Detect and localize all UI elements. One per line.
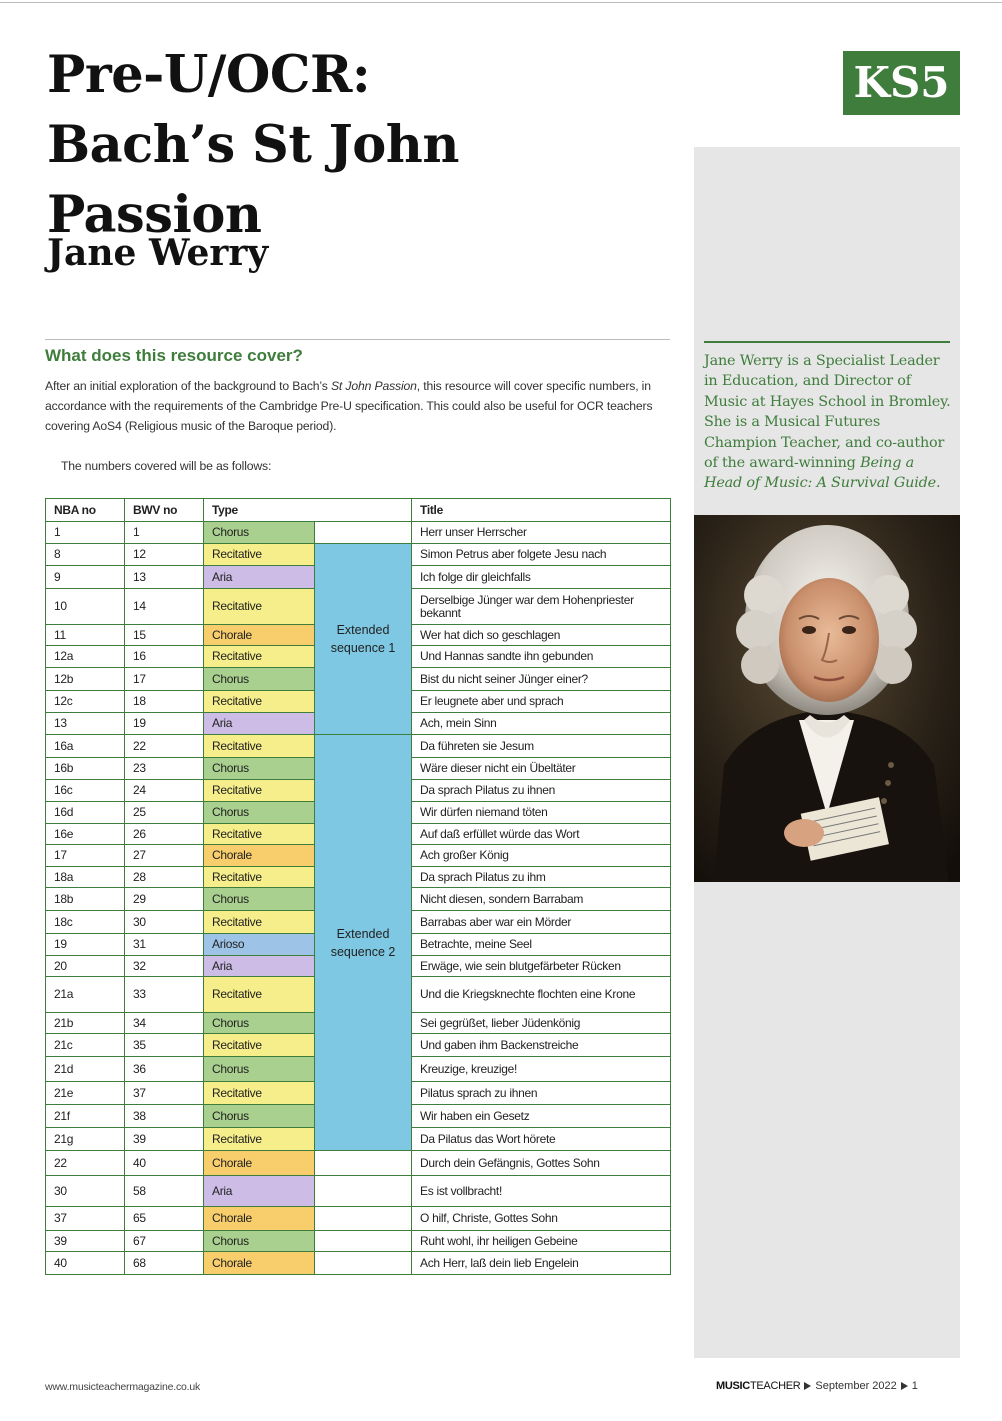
cell-nba: 18c [46, 911, 125, 934]
table-row [46, 1151, 671, 1176]
cell-title: Wir dürfen niemand töten [412, 802, 671, 824]
cell-title: Wäre dieser nicht ein Übeltäter [412, 758, 671, 780]
cell-type: Chorus [204, 758, 315, 780]
cell-type: Recitative [204, 911, 315, 934]
intro-text-1: After an initial exploration of the background to Bach’s [45, 379, 331, 393]
cell-type: Chorus [204, 668, 315, 691]
cell-nba: 21g [46, 1128, 125, 1151]
footer-issue [716, 1380, 918, 1392]
cell-type: Recitative [204, 824, 315, 845]
cell-nba: 12b [46, 668, 125, 691]
cell-nba: 16c [46, 780, 125, 802]
cell-title: Und gaben ihm Backenstreiche [412, 1034, 671, 1057]
table-row [46, 1207, 671, 1231]
cell-title: Es ist vollbracht! [412, 1176, 671, 1207]
cell-title: Durch dein Gefängnis, Gottes Sohn [412, 1151, 671, 1176]
cell-nba: 1 [46, 522, 125, 544]
header-bwv: BWV no [125, 499, 204, 522]
cell-type: Chorus [204, 1057, 315, 1082]
cell-bwv: 28 [125, 867, 204, 888]
footer-page-number: 1 [911, 1380, 918, 1392]
cell-type: Recitative [204, 544, 315, 566]
cell-bwv: 25 [125, 802, 204, 824]
cell-nba: 18b [46, 888, 125, 911]
cell-type: Chorus [204, 522, 315, 544]
cell-nba: 17 [46, 845, 125, 867]
author-name: Jane Werry [47, 232, 269, 274]
cell-type: Aria [204, 713, 315, 735]
intro-paragraph [45, 376, 675, 436]
cell-bwv: 15 [125, 625, 204, 646]
cell-title: Da sprach Pilatus zu ihm [412, 867, 671, 888]
cell-nba: 12a [46, 646, 125, 668]
cell-nba: 22 [46, 1151, 125, 1176]
cell-nba: 37 [46, 1207, 125, 1231]
cell-nba: 21a [46, 977, 125, 1013]
cell-sequence-empty [315, 1231, 412, 1252]
cell-sequence-empty [315, 522, 412, 544]
cell-title: Ach Herr, laß dein lieb Engelein [412, 1252, 671, 1275]
cell-type: Chorale [204, 845, 315, 867]
cell-type: Recitative [204, 867, 315, 888]
title-line-1: Pre-U/OCR: [47, 45, 371, 105]
cell-bwv: 27 [125, 845, 204, 867]
cell-nba: 40 [46, 1252, 125, 1275]
cell-bwv: 14 [125, 589, 204, 625]
cell-bwv: 33 [125, 977, 204, 1013]
section-heading: What does this resource cover? [45, 346, 303, 365]
cell-bwv: 35 [125, 1034, 204, 1057]
cell-title: Sei gegrüßet, lieber Jüdenkönig [412, 1013, 671, 1034]
header-type: Type [204, 499, 412, 522]
extended-sequence-label: Extended sequence 2 [315, 735, 412, 1151]
cell-type: Chorale [204, 625, 315, 646]
cell-type: Recitative [204, 780, 315, 802]
cell-type: Aria [204, 956, 315, 977]
cell-title: Nicht diesen, sondern Barrabam [412, 888, 671, 911]
cell-title: Wer hat dich so geschlagen [412, 625, 671, 646]
table-row [46, 1231, 671, 1252]
cell-title: Betrachte, meine Seel [412, 934, 671, 956]
cell-bwv: 36 [125, 1057, 204, 1082]
cell-bwv: 65 [125, 1207, 204, 1231]
extended-sequence-label: Extended sequence 1 [315, 544, 412, 735]
cell-type: Recitative [204, 735, 315, 758]
cell-type: Aria [204, 1176, 315, 1207]
cell-title: Ach, mein Sinn [412, 713, 671, 735]
cell-bwv: 37 [125, 1082, 204, 1105]
cell-title: Ich folge dir gleichfalls [412, 566, 671, 589]
author-bio [704, 351, 954, 494]
cell-bwv: 31 [125, 934, 204, 956]
cell-bwv: 30 [125, 911, 204, 934]
cell-title: Da sprach Pilatus zu ihnen [412, 780, 671, 802]
cell-title: Er leugnete aber und sprach [412, 691, 671, 713]
cell-title: Auf daß erfüllet würde das Wort [412, 824, 671, 845]
cell-nba: 19 [46, 934, 125, 956]
cell-bwv: 68 [125, 1252, 204, 1275]
cell-bwv: 34 [125, 1013, 204, 1034]
cell-title: Ach großer König [412, 845, 671, 867]
cell-bwv: 40 [125, 1151, 204, 1176]
cell-bwv: 26 [125, 824, 204, 845]
cell-nba: 20 [46, 956, 125, 977]
header-nba: NBA no [46, 499, 125, 522]
cell-nba: 10 [46, 589, 125, 625]
cell-sequence-empty [315, 1176, 412, 1207]
cell-bwv: 23 [125, 758, 204, 780]
arrow-right-icon [901, 1382, 908, 1390]
cell-title: Wir haben ein Gesetz [412, 1105, 671, 1128]
cell-type: Chorus [204, 888, 315, 911]
cell-nba: 16a [46, 735, 125, 758]
cell-bwv: 39 [125, 1128, 204, 1151]
bach-portrait-image [694, 515, 960, 882]
cell-bwv: 24 [125, 780, 204, 802]
title-line-2: Bach’s St John Passion [47, 115, 459, 245]
bio-book-title: Being a Head of Music: A Survival Guide. [704, 455, 941, 492]
cell-title: Kreuzige, kreuzige! [412, 1057, 671, 1082]
cell-title: Herr unser Herrscher [412, 522, 671, 544]
cell-title: Ruht wohl, ihr heiligen Gebeine [412, 1231, 671, 1252]
cell-nba: 21e [46, 1082, 125, 1105]
cell-type: Recitative [204, 977, 315, 1013]
cell-type: Recitative [204, 589, 315, 625]
footer-brand-rest: TEACHER [749, 1380, 801, 1392]
cell-title: Und die Kriegsknechte flochten eine Krone [412, 977, 671, 1013]
table-row [46, 522, 671, 544]
cell-nba: 9 [46, 566, 125, 589]
cell-type: Chorus [204, 1231, 315, 1252]
cell-bwv: 22 [125, 735, 204, 758]
cell-nba: 21b [46, 1013, 125, 1034]
cell-bwv: 67 [125, 1231, 204, 1252]
cell-title: O hilf, Christe, Gottes Sohn [412, 1207, 671, 1231]
footer-url: www.musicteachermagazine.co.uk [45, 1381, 201, 1393]
cell-nba: 16b [46, 758, 125, 780]
cell-bwv: 1 [125, 522, 204, 544]
cell-bwv: 16 [125, 646, 204, 668]
table-row [46, 1176, 671, 1207]
footer-brand-bold: MUSIC [716, 1380, 750, 1392]
cell-title: Bist du nicht seiner Jünger einer? [412, 668, 671, 691]
key-stage-badge: KS5 [843, 51, 960, 115]
page-title [47, 40, 687, 250]
cell-type: Recitative [204, 1128, 315, 1151]
cell-title: Barrabas aber war ein Mörder [412, 911, 671, 934]
cell-nba: 16d [46, 802, 125, 824]
cell-sequence-empty [315, 1252, 412, 1275]
cell-bwv: 19 [125, 713, 204, 735]
cell-type: Arioso [204, 934, 315, 956]
intro-text-2: , this resource will cover specific numbers, in accordance with the requirements of the Cambridge Pre-U specification. This could also be useful for OCR teachers covering AoS4 (Religious music of the Baroque period). [45, 379, 653, 433]
cell-nba: 11 [46, 625, 125, 646]
table-row [46, 735, 671, 758]
header-title: Title [412, 499, 671, 522]
bio-text: Jane Werry is a Specialist Leader in Education, and Director of Music at Hayes School in Bromley. She is a Musical Futures Champion Teacher, and co-author of the award-winning [704, 353, 951, 472]
cell-nba: 8 [46, 544, 125, 566]
cell-bwv: 13 [125, 566, 204, 589]
numbers-table [45, 498, 671, 1275]
cell-title: Simon Petrus aber folgete Jesu nach [412, 544, 671, 566]
cell-type: Chorale [204, 1207, 315, 1231]
cell-nba: 21c [46, 1034, 125, 1057]
intro-work-title: St John Passion [330, 379, 417, 393]
cell-title: Derselbige Jünger war dem Hohenpriester bekannt [412, 589, 671, 625]
cell-bwv: 17 [125, 668, 204, 691]
cell-title: Da Pilatus das Wort hörete [412, 1128, 671, 1151]
cell-type: Chorus [204, 802, 315, 824]
cell-bwv: 12 [125, 544, 204, 566]
cell-type: Chorale [204, 1252, 315, 1275]
footer-date: September 2022 [815, 1380, 897, 1392]
section-rule [45, 339, 670, 340]
cell-type: Recitative [204, 646, 315, 668]
cell-nba: 39 [46, 1231, 125, 1252]
table-header-row [46, 499, 671, 522]
cell-nba: 18a [46, 867, 125, 888]
cell-nba: 16e [46, 824, 125, 845]
top-rule [0, 2, 1002, 3]
cell-bwv: 18 [125, 691, 204, 713]
cell-bwv: 38 [125, 1105, 204, 1128]
cell-type: Aria [204, 566, 315, 589]
numbers-covered-note: The numbers covered will be as follows: [61, 459, 272, 473]
cell-nba: 21f [46, 1105, 125, 1128]
cell-type: Recitative [204, 1082, 315, 1105]
cell-type: Chorus [204, 1013, 315, 1034]
cell-type: Chorus [204, 1105, 315, 1128]
cell-sequence-empty [315, 1151, 412, 1176]
cell-title: Und Hannas sandte ihn gebunden [412, 646, 671, 668]
table-row [46, 1252, 671, 1275]
cell-bwv: 32 [125, 956, 204, 977]
cell-bwv: 58 [125, 1176, 204, 1207]
cell-nba: 30 [46, 1176, 125, 1207]
cell-nba: 13 [46, 713, 125, 735]
cell-type: Recitative [204, 1034, 315, 1057]
bio-rule [704, 341, 950, 343]
cell-sequence-empty [315, 1207, 412, 1231]
cell-type: Recitative [204, 691, 315, 713]
table-row [46, 544, 671, 566]
cell-title: Pilatus sprach zu ihnen [412, 1082, 671, 1105]
cell-bwv: 29 [125, 888, 204, 911]
cell-nba: 21d [46, 1057, 125, 1082]
cell-nba: 12c [46, 691, 125, 713]
cell-title: Da führeten sie Jesum [412, 735, 671, 758]
cell-title: Erwäge, wie sein blutgefärbeter Rücken [412, 956, 671, 977]
arrow-right-icon [804, 1382, 811, 1390]
cell-type: Chorale [204, 1151, 315, 1176]
